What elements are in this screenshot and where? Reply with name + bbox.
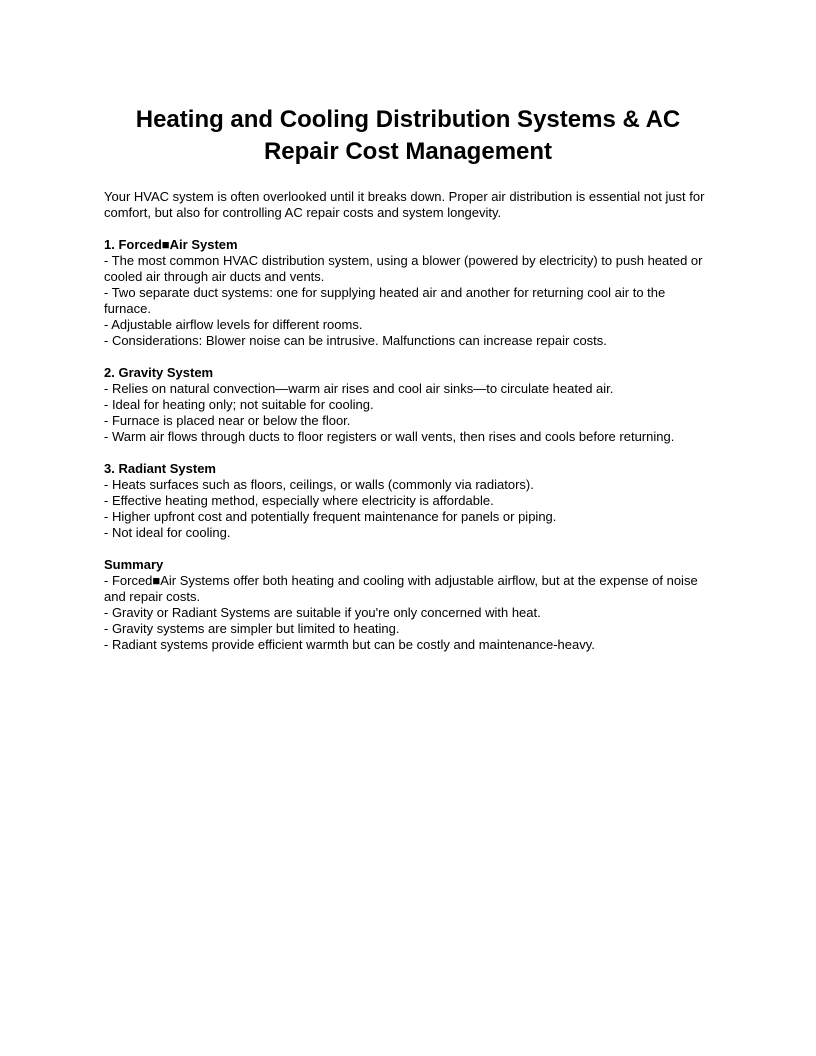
bullet-item: - Adjustable airflow levels for different rooms. xyxy=(104,317,363,332)
section-radiant xyxy=(104,461,712,541)
bullet-item: - Considerations: Blower noise can be intrusive. Malfunctions can increase repair costs. xyxy=(104,333,607,348)
bullet-item: - Gravity or Radiant Systems are suitable if you're only concerned with heat. xyxy=(104,605,541,620)
bullet-item: - Higher upfront cost and potentially frequent maintenance for panels or piping. xyxy=(104,509,557,524)
bullet-item: - Heats surfaces such as floors, ceilings, or walls (commonly via radiators). xyxy=(104,477,534,492)
bullet-item: - The most common HVAC distribution system, using a blower (powered by electricity) to push heated or cooled air through air ducts and vents. xyxy=(104,253,703,284)
bullet-item: - Effective heating method, especially where electricity is affordable. xyxy=(104,493,494,508)
section-summary xyxy=(104,557,712,653)
intro-block xyxy=(104,189,712,221)
section-heading: 3. Radiant System xyxy=(104,461,216,476)
section-heading: Summary xyxy=(104,557,164,572)
section-forced-air xyxy=(104,237,712,349)
document-title: Heating and Cooling Distribution Systems & AC Repair Cost Management xyxy=(135,106,681,165)
bullet-item: - Radiant systems provide efficient warmth but can be costly and maintenance-heavy. xyxy=(104,637,595,652)
section-gravity xyxy=(104,365,712,445)
bullet-item: - Not ideal for cooling. xyxy=(104,525,231,540)
bullet-item: - Furnace is placed near or below the floor. xyxy=(104,413,351,428)
section-heading: 2. Gravity System xyxy=(104,365,214,380)
bullet-item: - Gravity systems are simpler but limited to heating. xyxy=(104,621,400,636)
bullet-item: - Warm air flows through ducts to floor registers or wall vents, then rises and cools before returning. xyxy=(104,429,675,444)
bullet-item: - Ideal for heating only; not suitable for cooling. xyxy=(104,397,374,412)
intro-paragraph: Your HVAC system is often overlooked until it breaks down. Proper air distribution is essential not just for comfort, but also for controlling AC repair costs and system longevity. xyxy=(104,189,705,220)
bullet-item: - Two separate duct systems: one for supplying heated air and another for returning cool air to the furnace. xyxy=(104,285,666,316)
bullet-item: - Forced■Air Systems offer both heating and cooling with adjustable airflow, but at the expense of noise and repair costs. xyxy=(104,573,698,604)
section-heading: 1. Forced■Air System xyxy=(104,237,238,252)
document-page xyxy=(104,104,712,653)
bullet-item: - Relies on natural convection—warm air rises and cool air sinks—to circulate heated air. xyxy=(104,381,614,396)
